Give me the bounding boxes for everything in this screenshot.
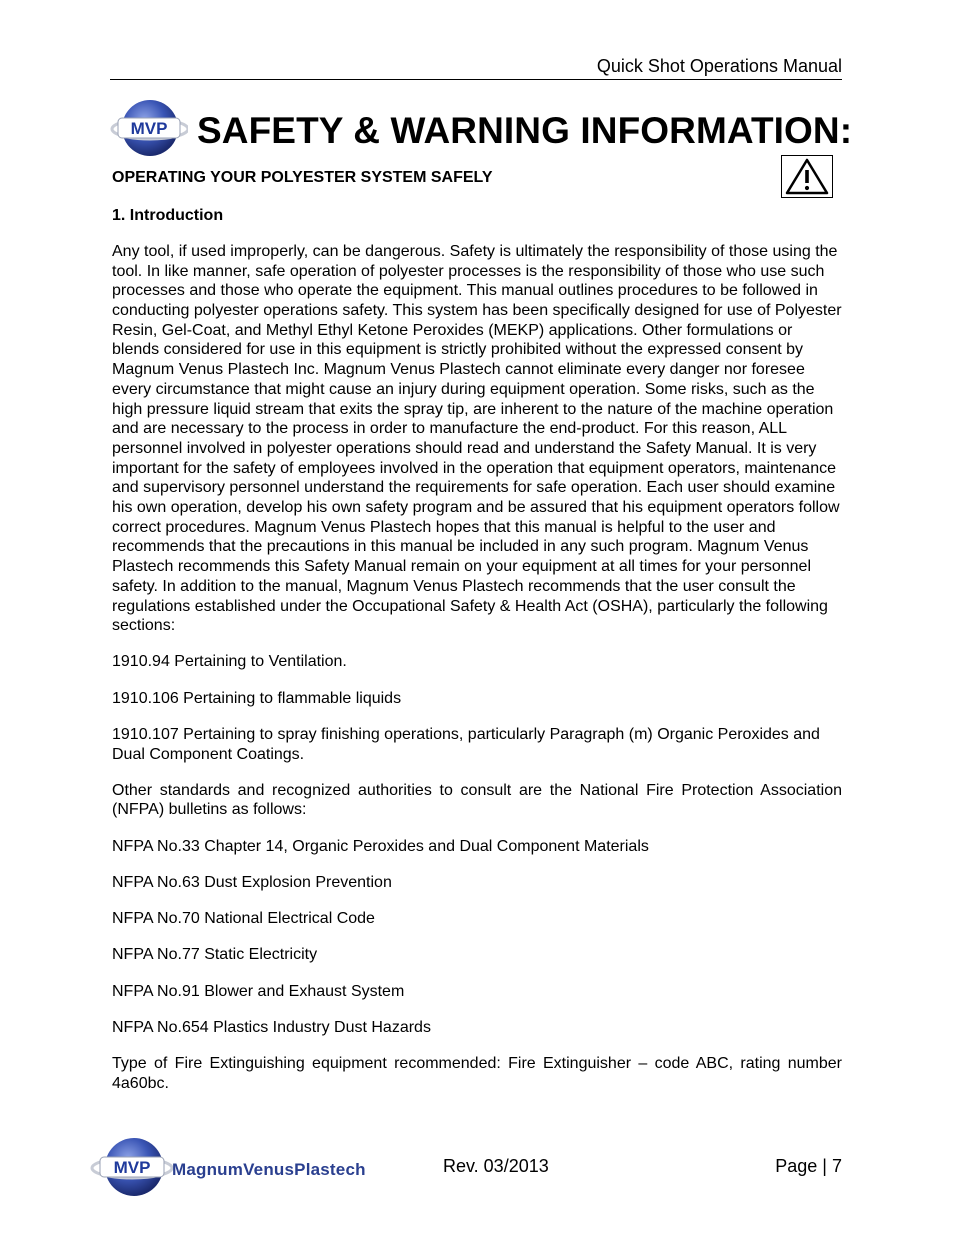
nfpa-item: NFPA No.77 Static Electricity xyxy=(112,946,318,964)
svg-text:MVP: MVP xyxy=(113,1158,151,1177)
footer-mvp-logo-icon xyxy=(90,1135,174,1199)
svg-text:MVP: MVP xyxy=(130,119,168,138)
manual-title: Quick Shot Operations Manual xyxy=(596,56,842,76)
subheading: 1. Introduction xyxy=(112,206,224,224)
intro-paragraph: Any tool, if used improperly, can be dangerous. Safety is ultimately the responsibility of those using the tool. In like manner, safe operation of polyester processes is the responsibility of those who use such processes and those who operate the equipment. This manual outlines procedures to be followed in conducting polyester operations safety. This system has been specifically designed for use of Polyester Resin, Gel-Coat, and Methyl Ethyl Ketone Peroxides (MEKP) applications. Other formulations or blends considered for use in this equipment is strictly prohibited without the expressed consent by Magnum Venus Plastech Inc. Magnum Venus Plastech cannot eliminate every danger nor foresee every circumstance that might cause an injury during equipment operation. Some risks, such as the high pressure liquid stream that exits the spray tip, are inherent to the nature of the machine operation and are necessary to the process in order to manufacture the end-product. For this reason, ALL personnel involved in polyester operations should read and understand the Safety Manual. It is very important for the safety of employees involved in the operation that equipment operators, maintenance and supervisory personnel understand the requirements for safe operation. Each user should examine his own operation, develop his own safety program and be assured that his equipment operators follow correct procedures. Magnum Venus Plastech hopes that this manual is helpful to the user and recommends that the precautions in this manual be included in any such program. Magnum Venus Plastech recommends this Safety Manual remain on your equipment at all times for your personnel safety. In addition to the manual, Magnum Venus Plastech recommends that the user consult the regulations established under the Occupational Safety & Health Act (OSHA), particularly the following sections: xyxy=(112,242,842,635)
mvp-logo-icon xyxy=(108,98,188,160)
page-title: SAFETY & WARNING INFORMATION: xyxy=(197,110,853,151)
nfpa-item: NFPA No.70 National Electrical Code xyxy=(112,910,375,928)
footer-page-number: Page | 7 xyxy=(775,1156,842,1176)
nfpa-item: NFPA No.33 Chapter 14, Organic Peroxides and Dual Component Materials xyxy=(112,837,649,855)
osha-section: 1910.107 Pertaining to spray finishing operations, particularly Paragraph (m) Organic Peroxides and Dual Component Coatings. xyxy=(112,725,820,763)
nfpa-item: NFPA No.91 Blower and Exhaust System xyxy=(112,982,405,1000)
nfpa-item: NFPA No.654 Plastics Industry Dust Hazards xyxy=(112,1018,431,1036)
document-body xyxy=(112,168,842,1110)
osha-section: 1910.106 Pertaining to flammable liquids xyxy=(112,689,402,707)
footer-brand: MagnumVenusPlastech xyxy=(172,1160,366,1179)
section-heading: OPERATING YOUR POLYESTER SYSTEM SAFELY xyxy=(112,169,493,186)
other-standards-paragraph: Other standards and recognized authorities to consult are the National Fire Protection Association (NFPA) bulletins as follows: xyxy=(112,781,842,819)
page-header xyxy=(110,55,842,80)
nfpa-item: NFPA No.63 Dust Explosion Prevention xyxy=(112,873,392,891)
fire-extinguisher-paragraph: Type of Fire Extinguishing equipment recommended: Fire Extinguisher – code ABC, rating number 4a60bc. xyxy=(112,1054,842,1092)
osha-section: 1910.94 Pertaining to Ventilation. xyxy=(112,653,347,671)
footer-revision: Rev. 03/2013 xyxy=(443,1156,549,1176)
